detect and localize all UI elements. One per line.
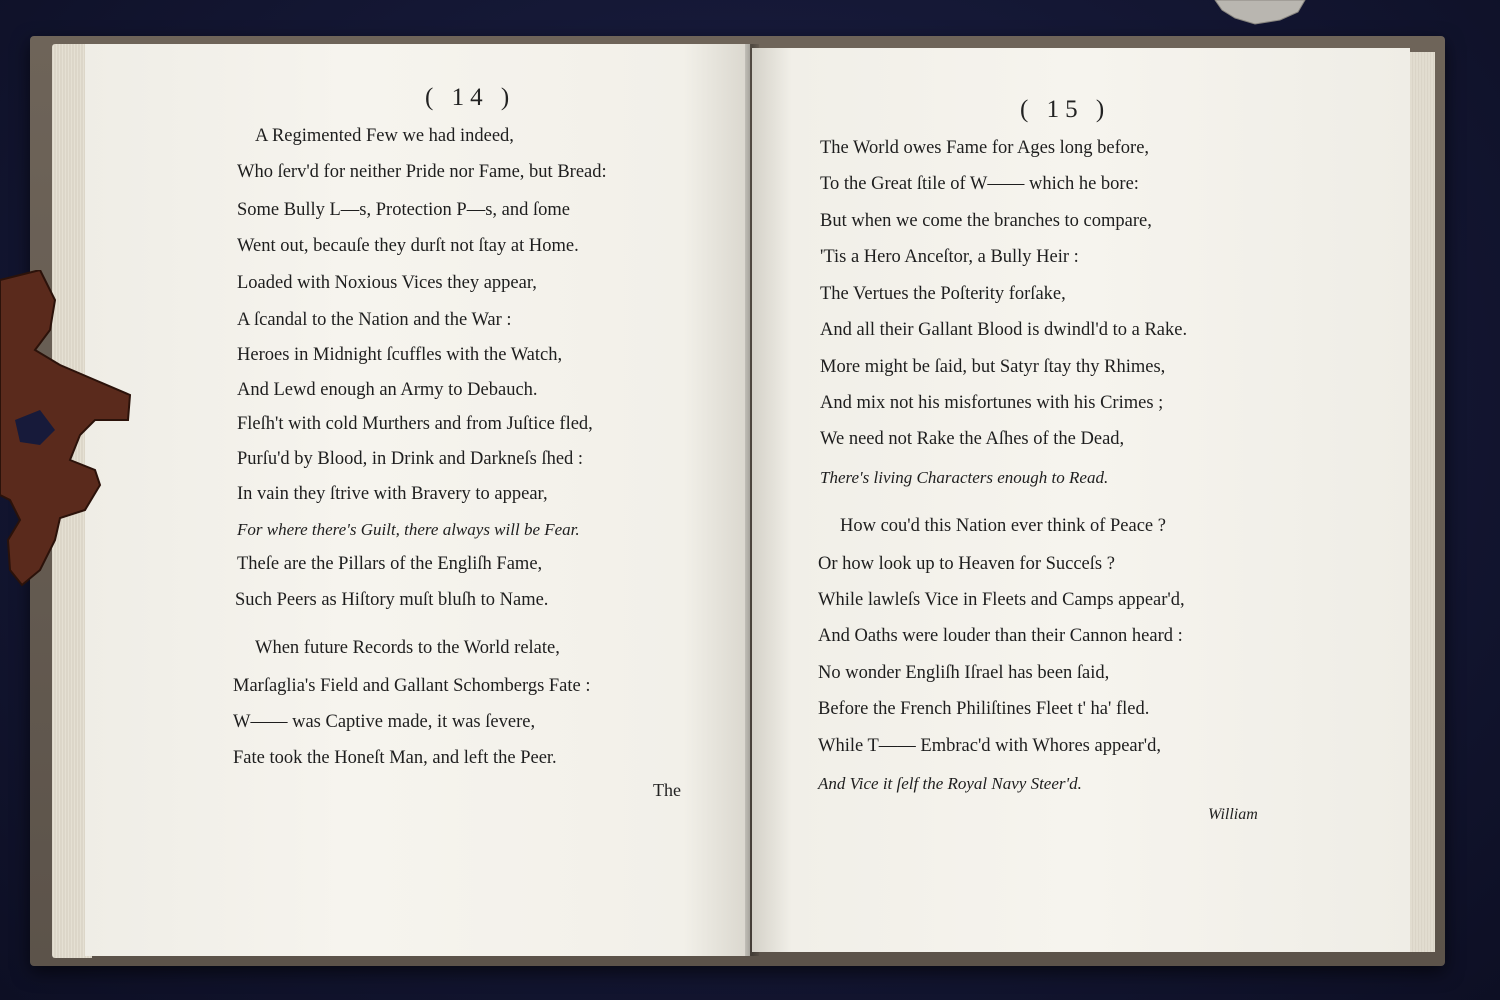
- poem-line: Or how look up to Heaven for Succeſs ?: [818, 554, 1115, 574]
- page-number-right: ( 15 ): [1020, 96, 1111, 123]
- poem-line: The Vertues the Poſterity forſake,: [820, 284, 1066, 304]
- catchword-left: The: [653, 780, 681, 800]
- poem-line: The World owes Fame for Ages long before,: [820, 138, 1150, 158]
- right-page: [752, 48, 1410, 952]
- poem-line: No wonder Engliſh Iſrael has been ſaid,: [818, 663, 1110, 683]
- page-number-left: ( 14 ): [425, 84, 516, 111]
- left-page: [85, 44, 750, 956]
- poem-line: Theſe are the Pillars of the Engliſh Fame,: [237, 554, 543, 574]
- poem-line: A Regimented Few we had indeed,: [255, 126, 514, 146]
- poem-line: W—— was Captive made, it was ſevere,: [233, 712, 536, 732]
- corner-clip: [1210, 0, 1310, 30]
- poem-line: Heroes in Midnight ſcuffles with the Watch,: [237, 345, 563, 365]
- poem-line: While T—— Embrac'd with Whores appear'd,: [818, 736, 1161, 756]
- catchword-right: William: [1208, 806, 1258, 823]
- poem-line: And Oaths were louder than their Cannon heard :: [818, 626, 1183, 646]
- poem-line: And all their Gallant Blood is dwindl'd to a Rake.: [820, 320, 1188, 340]
- poem-line: Marſaglia's Field and Gallant Schombergs Fate :: [233, 676, 591, 696]
- poem-line: A ſcandal to the Nation and the War :: [237, 310, 512, 330]
- poem-line: How cou'd this Nation ever think of Peace ?: [840, 516, 1166, 536]
- poem-line: Before the French Philiſtines Fleet t' ha' fled.: [818, 699, 1150, 719]
- metal-book-clip: [0, 270, 140, 590]
- poem-line-italic: For where there's Guilt, there always will be Fear.: [237, 520, 580, 539]
- poem-line: Purſu'd by Blood, in Drink and Darkneſs ſhed :: [237, 449, 584, 469]
- poem-line: Who ſerv'd for neither Pride nor Fame, but Bread:: [237, 162, 607, 182]
- poem-line: In vain they ſtrive with Bravery to appear,: [237, 484, 548, 504]
- poem-line: More might be ſaid, but Satyr ſtay thy Rhimes,: [820, 357, 1166, 377]
- poem-line: When future Records to the World relate,: [255, 638, 560, 658]
- poem-line: Some Bully L—s, Protection P—s, and ſome: [237, 200, 570, 220]
- poem-line: But when we come the branches to compare,: [820, 211, 1152, 231]
- poem-line: We need not Rake the Aſhes of the Dead,: [820, 429, 1125, 449]
- poem-line: And mix not his misfortunes with his Crimes ;: [820, 393, 1164, 413]
- poem-line-italic: And Vice it ſelf the Royal Navy Steer'd.: [818, 774, 1082, 793]
- poem-line: Such Peers as Hiſtory muſt bluſh to Name.: [235, 590, 549, 610]
- poem-line: While lawleſs Vice in Fleets and Camps appear'd,: [818, 590, 1185, 610]
- poem-line-italic: There's living Characters enough to Read.: [820, 468, 1109, 487]
- poem-line: To the Great ſtile of W—— which he bore:: [820, 174, 1139, 194]
- poem-line: Went out, becauſe they durſt not ſtay at Home.: [237, 236, 579, 256]
- poem-line: Fleſh't with cold Murthers and from Juſtice fled,: [237, 414, 593, 434]
- poem-line: Loaded with Noxious Vices they appear,: [237, 273, 537, 293]
- poem-line: And Lewd enough an Army to Debauch.: [237, 380, 538, 400]
- poem-line: Fate took the Honeſt Man, and left the Peer.: [233, 748, 557, 768]
- poem-line: 'Tis a Hero Anceſtor, a Bully Heir :: [820, 247, 1079, 267]
